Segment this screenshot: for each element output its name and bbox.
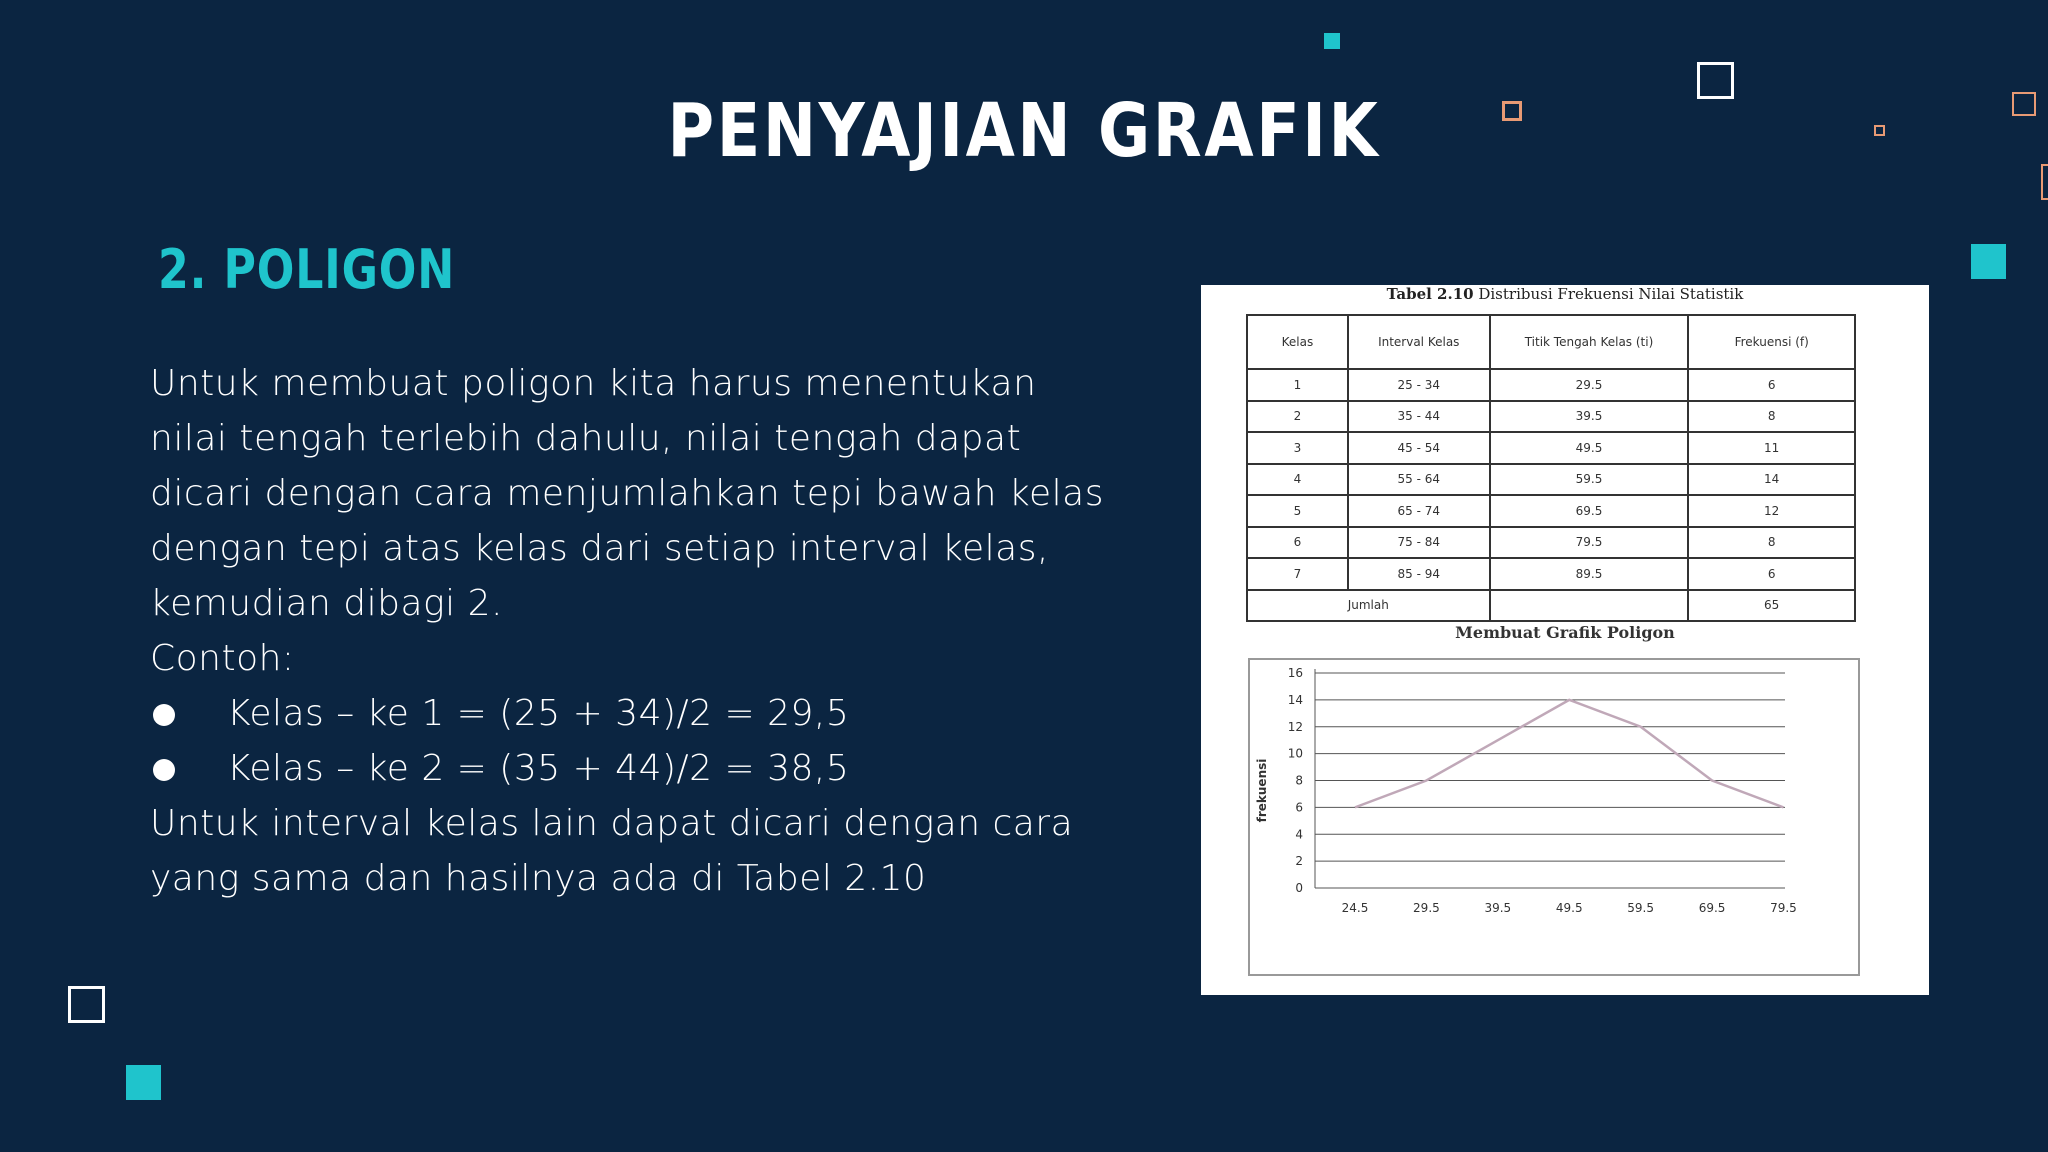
x-tick-label: 24.5 (1341, 901, 1369, 915)
y-tick-label: 8 (1295, 773, 1303, 788)
y-axis-label: frekuensi (1255, 758, 1269, 823)
table-cell: 39.5 (1490, 401, 1689, 433)
example-label: Contoh: (150, 638, 295, 679)
body-text (150, 356, 1110, 906)
deco-square-cyan (1971, 244, 2006, 279)
table-cell: 45 - 54 (1348, 432, 1490, 464)
table-cell: 7 (1247, 558, 1348, 590)
table-cell: 85 - 94 (1348, 558, 1490, 590)
table-cell: 89.5 (1490, 558, 1689, 590)
deco-square-cyan (126, 1065, 161, 1100)
deco-square-orange (2041, 164, 2048, 200)
table-row (1247, 495, 1855, 527)
y-tick-label: 12 (1287, 719, 1303, 734)
table-title-number: Tabel 2.10 (1386, 285, 1474, 303)
table-cell: 5 (1247, 495, 1348, 527)
table-cell: 65 - 74 (1348, 495, 1490, 527)
paragraph-outro: Untuk interval kelas lain dapat dicari dengan cara yang sama dan hasilnya ada di Tabel 2.10 (150, 803, 1074, 899)
frequency-table (1246, 314, 1856, 622)
paragraph-intro: Untuk membuat poligon kita harus menentukan nilai tengah terlebih dahulu, nilai tengah dapat dicari dengan cara menjumlahkan tepi bawah kelas dengan tepi atas kelas dari setiap interval kelas, kemudian dibagi 2. (150, 363, 1104, 624)
y-tick-label: 14 (1287, 692, 1303, 707)
bullet-dot-icon (153, 704, 175, 726)
total-empty (1490, 590, 1689, 622)
y-tick-label: 10 (1287, 746, 1303, 761)
total-value: 65 (1688, 590, 1855, 622)
y-tick-label: 0 (1295, 881, 1303, 895)
total-label: Jumlah (1247, 590, 1490, 622)
table-cell: 2 (1247, 401, 1348, 433)
table-cell: 6 (1688, 558, 1855, 590)
table-row (1247, 527, 1855, 559)
slide-title: PENYAJIAN GRAFIK (667, 88, 1381, 174)
table-cell: 59.5 (1490, 464, 1689, 496)
table-title (1201, 285, 1929, 303)
table-cell: 29.5 (1490, 369, 1689, 401)
x-tick-label: 49.5 (1555, 901, 1583, 915)
table-cell: 35 - 44 (1348, 401, 1490, 433)
header-cell: Interval Kelas (1348, 315, 1490, 369)
chart-title: Membuat Grafik Poligon (1455, 623, 1675, 642)
table-header-row (1247, 315, 1855, 369)
deco-square-cyan (1324, 33, 1340, 49)
section-subtitle: 2. POLIGON (158, 238, 456, 301)
deco-square-orange (2012, 92, 2036, 116)
header-cell: Frekuensi (f) (1688, 315, 1855, 369)
table-cell: 79.5 (1490, 527, 1689, 559)
table-row (1247, 432, 1855, 464)
table-title-text: Distribusi Frekuensi Nilai Statistik (1473, 285, 1744, 303)
chart-frame (1248, 658, 1860, 976)
bullet-text: Kelas – ke 1 = (25 + 34)/2 = 29,5 (227, 693, 850, 734)
table-cell: 55 - 64 (1348, 464, 1490, 496)
table-cell: 6 (1247, 527, 1348, 559)
table-row (1247, 558, 1855, 590)
deco-square-outline (68, 986, 105, 1023)
bullet-item (150, 686, 1110, 741)
table-cell: 49.5 (1490, 432, 1689, 464)
table-cell: 12 (1688, 495, 1855, 527)
x-tick-label: 69.5 (1698, 901, 1726, 915)
bullet-item (150, 741, 1110, 796)
y-tick-label: 16 (1287, 666, 1303, 680)
x-tick-label: 59.5 (1627, 901, 1654, 915)
table-cell: 25 - 34 (1348, 369, 1490, 401)
table-row (1247, 401, 1855, 433)
figure-panel (1201, 285, 1929, 995)
table-cell: 1 (1247, 369, 1348, 401)
y-tick-label: 4 (1295, 827, 1303, 842)
table-cell: 8 (1688, 401, 1855, 433)
header-cell: Titik Tengah Kelas (ti) (1490, 315, 1689, 369)
table-cell: 8 (1688, 527, 1855, 559)
table-cell: 75 - 84 (1348, 527, 1490, 559)
table-cell: 11 (1688, 432, 1855, 464)
table-row (1247, 369, 1855, 401)
x-tick-label: 29.5 (1413, 901, 1440, 915)
table-cell: 14 (1688, 464, 1855, 496)
header-cell: Kelas (1247, 315, 1348, 369)
table-cell: 69.5 (1490, 495, 1689, 527)
y-tick-label: 6 (1295, 800, 1303, 815)
y-tick-label: 2 (1295, 854, 1303, 869)
bullet-text: Kelas – ke 2 = (35 + 44)/2 = 38,5 (227, 748, 850, 789)
table-cell: 3 (1247, 432, 1348, 464)
x-tick-label: 39.5 (1484, 901, 1512, 915)
table-row (1247, 464, 1855, 496)
table-cell: 6 (1688, 369, 1855, 401)
polygon-chart (1250, 660, 1858, 974)
x-tick-label: 79.5 (1770, 901, 1797, 915)
table-total-row (1247, 590, 1855, 622)
table-cell: 4 (1247, 464, 1348, 496)
bullet-dot-icon (153, 759, 175, 781)
